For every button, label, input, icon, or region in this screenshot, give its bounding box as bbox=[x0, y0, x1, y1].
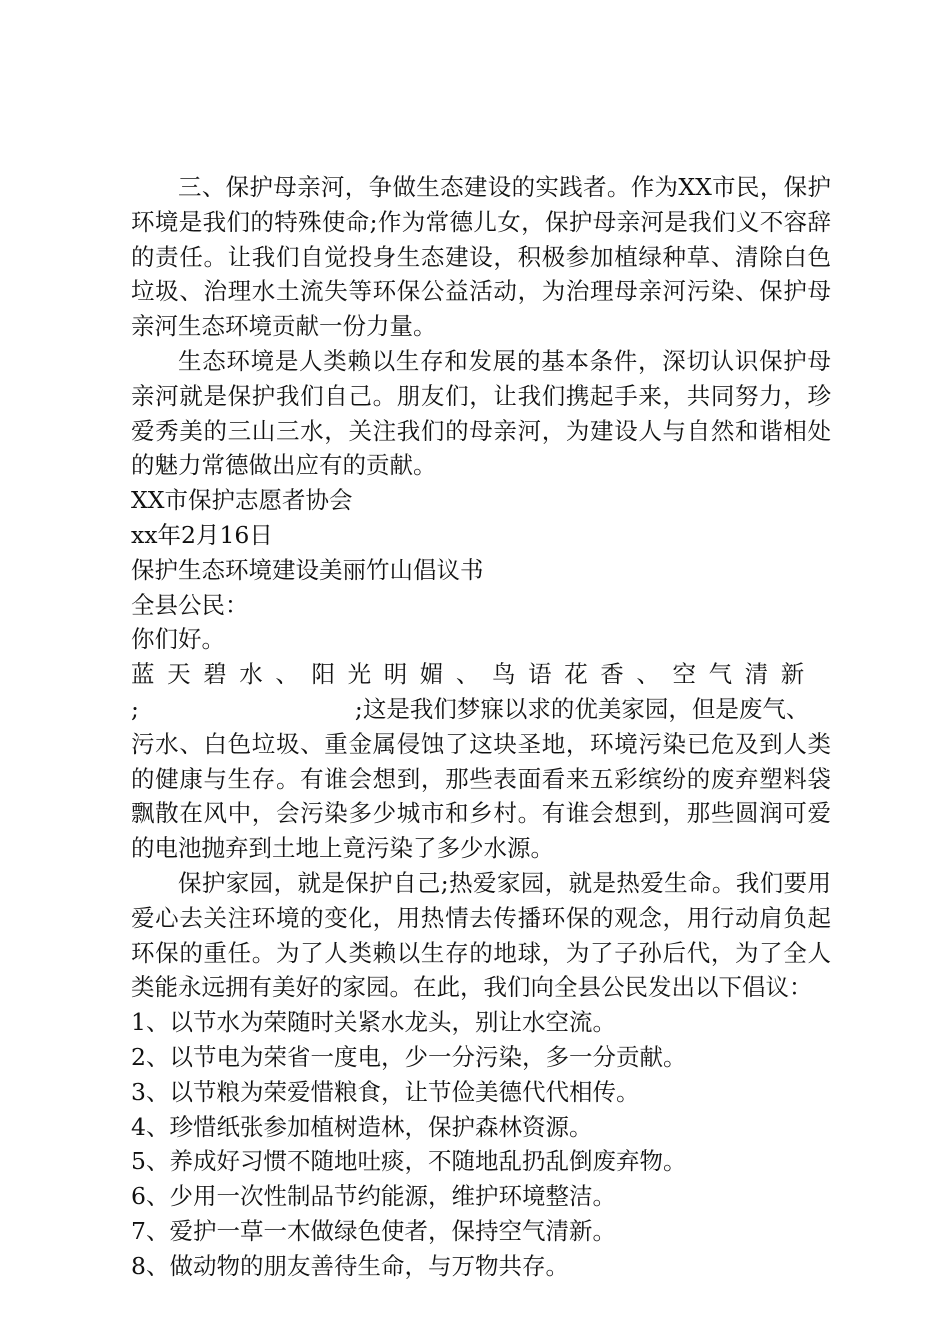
proposal-item: 1、以节水为荣随时关紧水龙头，别让水空流。 bbox=[131, 1008, 616, 1037]
document-title: 保护生态环境建设美丽竹山倡议书 bbox=[131, 555, 484, 584]
proposal-item: 7、爱护一草一木做绿色使者，保持空气清新。 bbox=[131, 1216, 616, 1245]
paragraph-protect-mother-river: 三、保护母亲河，争做生态建设的实践者。作为XX市民，保护环境是我们的特殊使命;作为常德儿女，保护母亲河是我们义不容辞的责任。让我们自觉投身生态建设，积极参加植绿种草、清除白色垃圾、治理水土流失等环保公益活动，为治理母亲河污染、保护母亲河生态环境贡献一份力量。 bbox=[131, 173, 831, 341]
paragraph-ecological-environment: 生态环境是人类赖以生存和发展的基本条件，深切认识保护母亲河就是保护我们自己。朋友们，让我们携起手来，共同努力，珍爱秀美的三山三水，关注我们的母亲河，为建设人与自然和谐相处的魅力常德做出应有的贡献。 bbox=[131, 346, 831, 480]
semicolon-mark: ; bbox=[131, 694, 139, 723]
proposal-item: 3、以节粮为荣爱惜粮食，让节俭美德代代相传。 bbox=[131, 1077, 640, 1106]
paragraph-protect-home: 保护家园，就是保护自己;热爱家园，就是热爱生命。我们要用爱心去关注环境的变化，用热情去传播环保的观念，用行动肩负起环保的重任。为了人类赖以生存的地球，为了子孙后代，为了全人类能永远拥有美好的家园。在此，我们向全县公民发出以下倡议： bbox=[131, 868, 831, 1002]
proposal-item: 6、少用一次性制品节约能源，维护环境整洁。 bbox=[131, 1182, 616, 1211]
paragraph-blue-sky-rest: 污水、白色垃圾、重金属侵蚀了这块圣地，环境污染已危及到人类的健康与生存。有谁会想到，那些表面看来五彩缤纷的废弃塑料袋飘散在风中，会污染多少城市和乡村。有谁会想到，那些圆润可爱的电池抛弃到土地上竟污染了多少水源。 bbox=[131, 729, 831, 863]
signature-organization: XX市保护志愿者协会 bbox=[131, 486, 353, 515]
proposal-item: 2、以节电为荣省一度电，少一分污染，多一分贡献。 bbox=[131, 1042, 687, 1071]
paragraph-blue-sky-line2-text: ;这是我们梦寐以求的优美家园，但是废气、 bbox=[354, 694, 810, 723]
paragraph-blue-sky-line2 bbox=[131, 692, 831, 727]
document-body bbox=[131, 170, 831, 1284]
greeting: 你们好。 bbox=[131, 625, 225, 654]
proposal-item: 5、养成好习惯不随地吐痰，不随地乱扔乱倒废弃物。 bbox=[131, 1147, 687, 1176]
paragraph-blue-sky-line1: 蓝天碧水、阳光明媚、鸟语花香、空气清新 bbox=[131, 660, 817, 689]
proposal-item: 4、珍惜纸张参加植树造林，保护森林资源。 bbox=[131, 1112, 593, 1141]
signature-date: xx年2月16日 bbox=[131, 520, 273, 549]
proposal-item: 8、做动物的朋友善待生命，与万物共存。 bbox=[131, 1251, 569, 1280]
salutation: 全县公民： bbox=[131, 590, 249, 619]
